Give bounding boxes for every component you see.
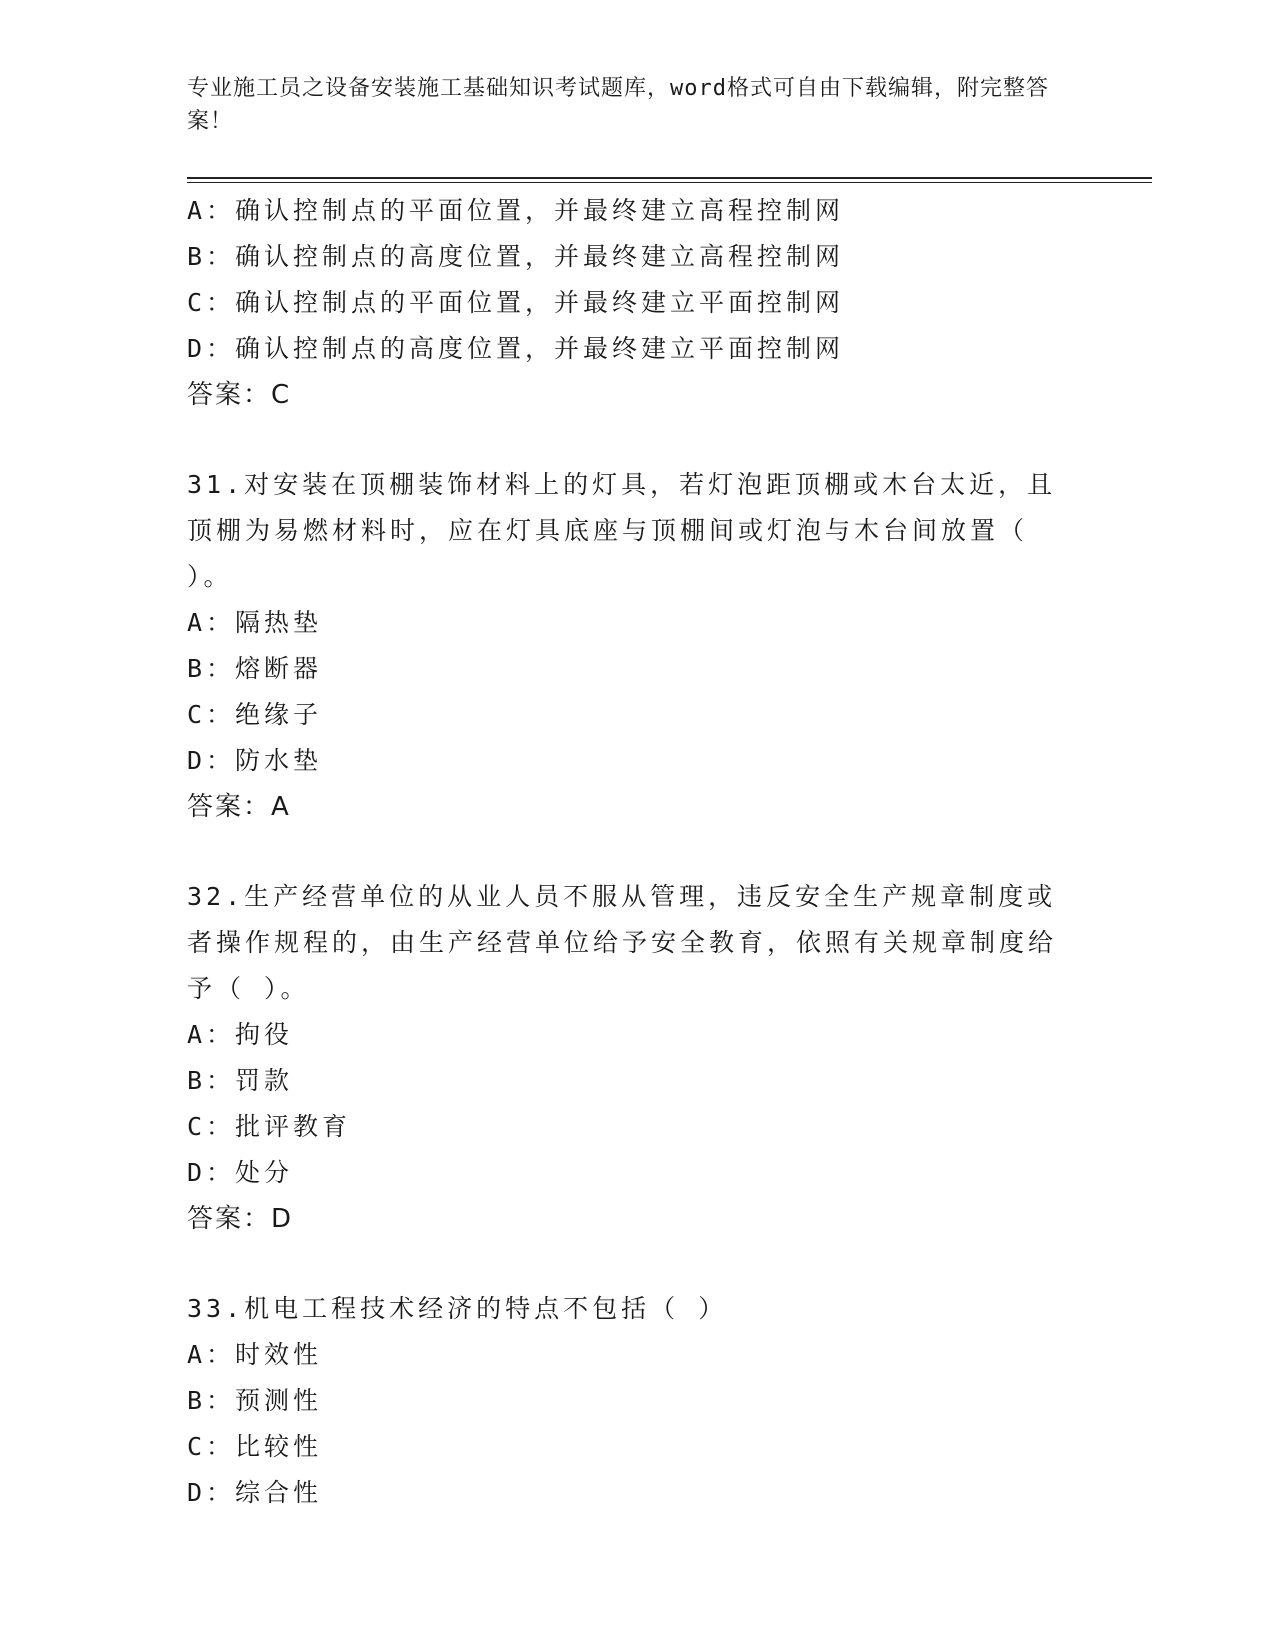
document-header: 专业施工员之设备安装施工基础知识考试题库，word格式可自由下载编辑，附完整答案！	[187, 76, 1049, 134]
option-d: D：确认控制点的高度位置，并最终建立平面控制网	[187, 334, 845, 363]
option-d: D：处分	[187, 1158, 294, 1187]
question-list	[187, 188, 1087, 1516]
option-d: D：综合性	[187, 1478, 323, 1507]
answer: 答案：A	[187, 792, 291, 822]
option-a: A：确认控制点的平面位置，并最终建立高程控制网	[187, 196, 845, 225]
answer: 答案：D	[187, 1204, 294, 1234]
question-30-continued	[187, 188, 1087, 418]
option-b: B：罚款	[187, 1066, 294, 1095]
question-stem: 33.机电工程技术经济的特点不包括（ ）	[187, 1294, 728, 1323]
question-stem: 32.生产经营单位的从业人员不服从管理，违反安全生产规章制度或者操作规程的，由生产经营单位给予安全教育，依照有关规章制度给予（ ）。	[187, 882, 1058, 1003]
option-b: B：熔断器	[187, 654, 323, 683]
option-c: C：绝缘子	[187, 700, 323, 729]
question-32	[187, 874, 1087, 1242]
option-a: A：拘役	[187, 1020, 294, 1049]
header-divider	[187, 177, 1152, 183]
option-a: A：隔热垫	[187, 608, 323, 637]
option-b: B：确认控制点的高度位置，并最终建立高程控制网	[187, 242, 845, 271]
question-33	[187, 1286, 1087, 1516]
option-b: B：预测性	[187, 1386, 323, 1415]
option-d: D：防水垫	[187, 746, 323, 775]
option-c: C：确认控制点的平面位置，并最终建立平面控制网	[187, 288, 845, 317]
question-31	[187, 462, 1087, 830]
option-c: C：批评教育	[187, 1112, 352, 1141]
question-stem: 31.对安装在顶棚装饰材料上的灯具，若灯泡距顶棚或木台太近，且顶棚为易燃材料时，应在灯具底座与顶棚间或灯泡与木台间放置（ ）。	[187, 470, 1057, 591]
option-a: A：时效性	[187, 1340, 323, 1369]
answer: 答案：C	[187, 380, 292, 410]
option-c: C：比较性	[187, 1432, 323, 1461]
